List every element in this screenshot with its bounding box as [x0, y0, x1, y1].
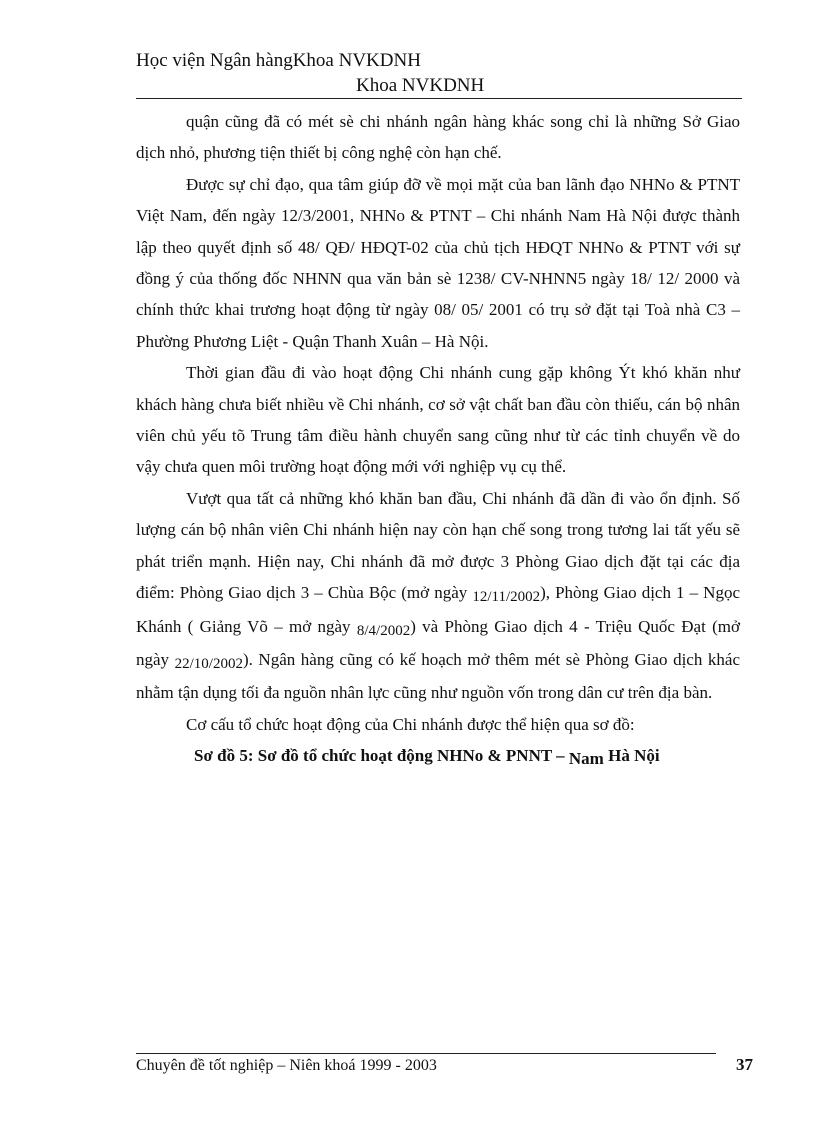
- header-divider: [136, 98, 742, 99]
- paragraph-4-text-d: ). Ngân hàng cũng có kế hoạch mở thêm mét sè Phòng Giao dịch khác nhằm tận dụng tối đa nguồn nhân lực cũng như nguồn vốn trong dân cư trên địa bàn.: [136, 649, 740, 703]
- paragraph-4: [136, 483, 740, 709]
- paragraph-4-text-a: Vượt qua tất cả những khó khăn ban đầu, Chi nhánh đã dần đi vào ổn định. Số lượng cán bộ nhân viên Chi nhánh hiện nay còn hạn chế song trong tương lai tất yếu sẽ phát triển mạnh. Hiện nay, Chi nhánh đã mở được 3 Phòng Giao dịch đặt tại các địa điểm: Phòng Giao dịch 3 – Chùa Bộc (mở ngày: [136, 488, 740, 603]
- paragraph-5-text: Cơ cấu tổ chức hoạt động của Chi nhánh được thể hiện qua sơ đồ:: [186, 714, 635, 734]
- caption-end: Hà Nội: [603, 746, 660, 766]
- document-body: [136, 106, 740, 772]
- date-trieu-quoc-dat: 22/10/2002: [174, 655, 243, 672]
- caption-main: Sơ đồ 5: Sơ đồ tổ chức hoạt động NHNo & PNNT –: [194, 746, 569, 766]
- paragraph-4-text-c: ) và Phòng Giao dịch 4 - Triệu Quốc Đạt (mở ngày: [136, 616, 740, 669]
- paragraph-2: [136, 169, 740, 357]
- paragraph-3-text: Thời gian đầu đi vào hoạt động Chi nhánh cung gặp không Ýt khó khăn như khách hàng chưa biết nhiều về Chi nhánh, cơ sở vật chất ban đầu còn thiếu, cán bộ nhân viên chủ yếu tõ Trung tâm điều hành chuyển sang cũng như từ các tỉnh chuyển về do vậy chưa quen môi trường hoạt động mới với nghiệp vụ cụ thể.: [136, 363, 740, 477]
- header-title-line1: Học viện Ngân hàngKhoa NVKDNH: [136, 50, 421, 71]
- paragraph-1: [136, 106, 740, 169]
- paragraph-2-text: Được sự chỉ đạo, qua tâm giúp đỡ về mọi mặt của ban lãnh đạo NHNo & PTNT Việt Nam, đến ngày 12/3/2001, NHNo & PTNT – Chi nhánh Nam Hà Nội được thành lập theo quyết định số 48/ QĐ/ HĐQT-02 của chủ tịch HĐQT NHNo & PTNT với sự đồng ý của thống đốc NHNN qua văn bản sè 1238/ CV-NHNN5 ngày 18/ 12/ 2000 và chính thức khai trương hoạt động từ ngày 08/ 05/ 2001 có trụ sở đặt tại Toà nhà C3 – Phường Phương Liệt - Quận Thanh Xuân – Hà Nội.: [136, 174, 740, 351]
- header-title-line2: Khoa NVKDNH: [356, 75, 485, 96]
- paragraph-3: [136, 357, 740, 483]
- page-number: 37: [736, 1055, 753, 1074]
- date-ngoc-khanh: 8/4/2002: [356, 622, 411, 639]
- caption-small: Nam: [568, 749, 604, 769]
- paragraph-1-text: quận cũng đã có mét sè chi nhánh ngân hàng khác song chỉ là những Sở Giao dịch nhỏ, phương tiện thiết bị công nghệ còn hạn chế.: [136, 112, 740, 163]
- paragraph-4-text-b: ), Phòng Giao dịch 1 – Ngọc Khánh ( Giảng Võ – mở ngày: [136, 583, 740, 636]
- footer-divider: [136, 1053, 716, 1054]
- diagram-caption: [136, 740, 740, 771]
- paragraph-5: [136, 709, 740, 740]
- date-chua-boc: 12/11/2002: [472, 589, 541, 606]
- footer-text: Chuyên đề tốt nghiệp – Niên khoá 1999 - 2003: [136, 1057, 437, 1074]
